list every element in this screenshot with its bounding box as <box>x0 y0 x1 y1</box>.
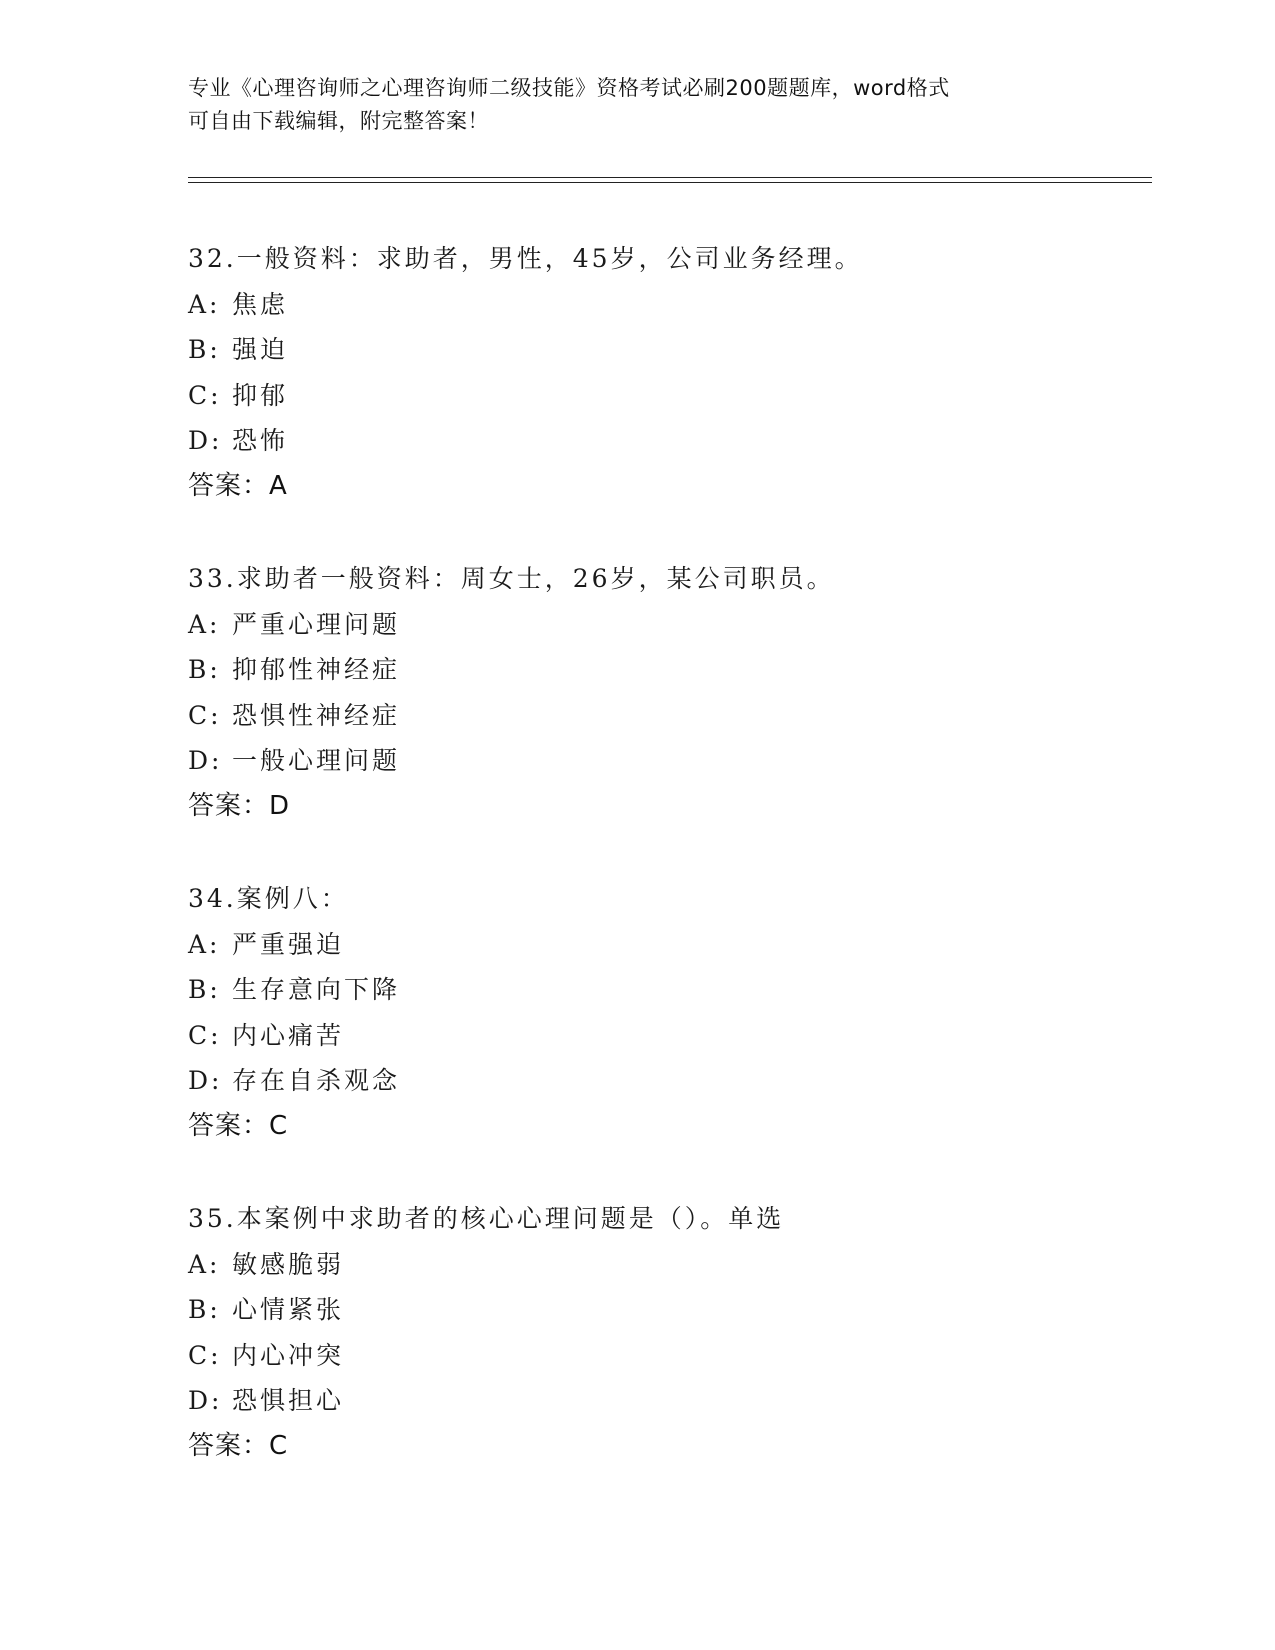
option-text: 内心痛苦 <box>232 1020 345 1050</box>
question-stem: 32.一般资料：求助者，男性，45岁，公司业务经理。 <box>188 244 863 273</box>
header-line-2: 可自由下载编辑，附完整答案！ <box>188 109 489 133</box>
question-35 <box>188 1196 1148 1516</box>
option-text: 生存意向下降 <box>232 975 401 1004</box>
option-text: 抑郁性神经症 <box>232 655 401 684</box>
option-key: D: <box>188 1066 223 1095</box>
option-a <box>188 922 1148 968</box>
header-divider-bottom <box>188 182 1152 183</box>
option-text: 强迫 <box>232 335 289 364</box>
option-b <box>188 1287 1148 1333</box>
option-d <box>188 738 1148 784</box>
option-text: 恐怖 <box>232 426 289 455</box>
option-key: C: <box>188 380 222 410</box>
option-key: D: <box>188 1386 223 1415</box>
option-text: 严重心理问题 <box>232 609 401 639</box>
option-text: 焦虑 <box>232 289 289 319</box>
question-stem: 34.案例八： <box>188 884 349 913</box>
option-key: D: <box>188 746 223 775</box>
option-key: A: <box>188 609 221 639</box>
option-c <box>188 1013 1148 1059</box>
option-text: 一般心理问题 <box>232 746 401 775</box>
option-a <box>188 1242 1148 1288</box>
option-a <box>188 282 1148 328</box>
option-key: B: <box>188 1295 221 1324</box>
option-key: D: <box>188 426 223 455</box>
option-key: A: <box>188 929 221 959</box>
option-key: A: <box>188 1249 221 1279</box>
option-d <box>188 418 1148 464</box>
option-text: 恐惧性神经症 <box>232 700 401 730</box>
option-key: B: <box>188 335 221 364</box>
answer-line: 答案：A <box>188 470 288 501</box>
option-key: B: <box>188 975 221 1004</box>
option-d <box>188 1378 1148 1424</box>
option-b <box>188 967 1148 1013</box>
option-a <box>188 602 1148 648</box>
option-key: C: <box>188 1340 222 1370</box>
option-c <box>188 373 1148 419</box>
option-b <box>188 647 1148 693</box>
option-text: 抑郁 <box>232 380 289 410</box>
question-list <box>188 236 1148 1516</box>
question-stem: 35.本案例中求助者的核心心理问题是（）。单选 <box>188 1204 785 1233</box>
header-divider-top <box>188 177 1152 178</box>
option-key: B: <box>188 655 221 684</box>
question-33 <box>188 556 1148 876</box>
answer-line: 答案：C <box>188 1430 289 1461</box>
option-text: 存在自杀观念 <box>232 1066 401 1095</box>
option-b <box>188 327 1148 373</box>
question-34 <box>188 876 1148 1196</box>
option-text: 恐惧担心 <box>232 1386 345 1415</box>
question-32 <box>188 236 1148 556</box>
option-text: 心情紧张 <box>232 1295 345 1324</box>
option-c <box>188 693 1148 739</box>
answer-line: 答案：D <box>188 790 291 821</box>
option-text: 敏感脆弱 <box>232 1249 345 1279</box>
option-key: C: <box>188 700 222 730</box>
option-text: 严重强迫 <box>232 929 345 959</box>
answer-line: 答案：C <box>188 1110 289 1141</box>
document-header <box>188 72 1068 138</box>
option-c <box>188 1333 1148 1379</box>
option-d <box>188 1058 1148 1104</box>
option-key: A: <box>188 289 221 319</box>
option-key: C: <box>188 1020 222 1050</box>
question-stem: 33.求助者一般资料：周女士，26岁，某公司职员。 <box>188 564 835 593</box>
option-text: 内心冲突 <box>232 1340 345 1370</box>
header-line-1: 专业《心理咨询师之心理咨询师二级技能》资格考试必刷200题题库，word格式 <box>188 76 950 100</box>
